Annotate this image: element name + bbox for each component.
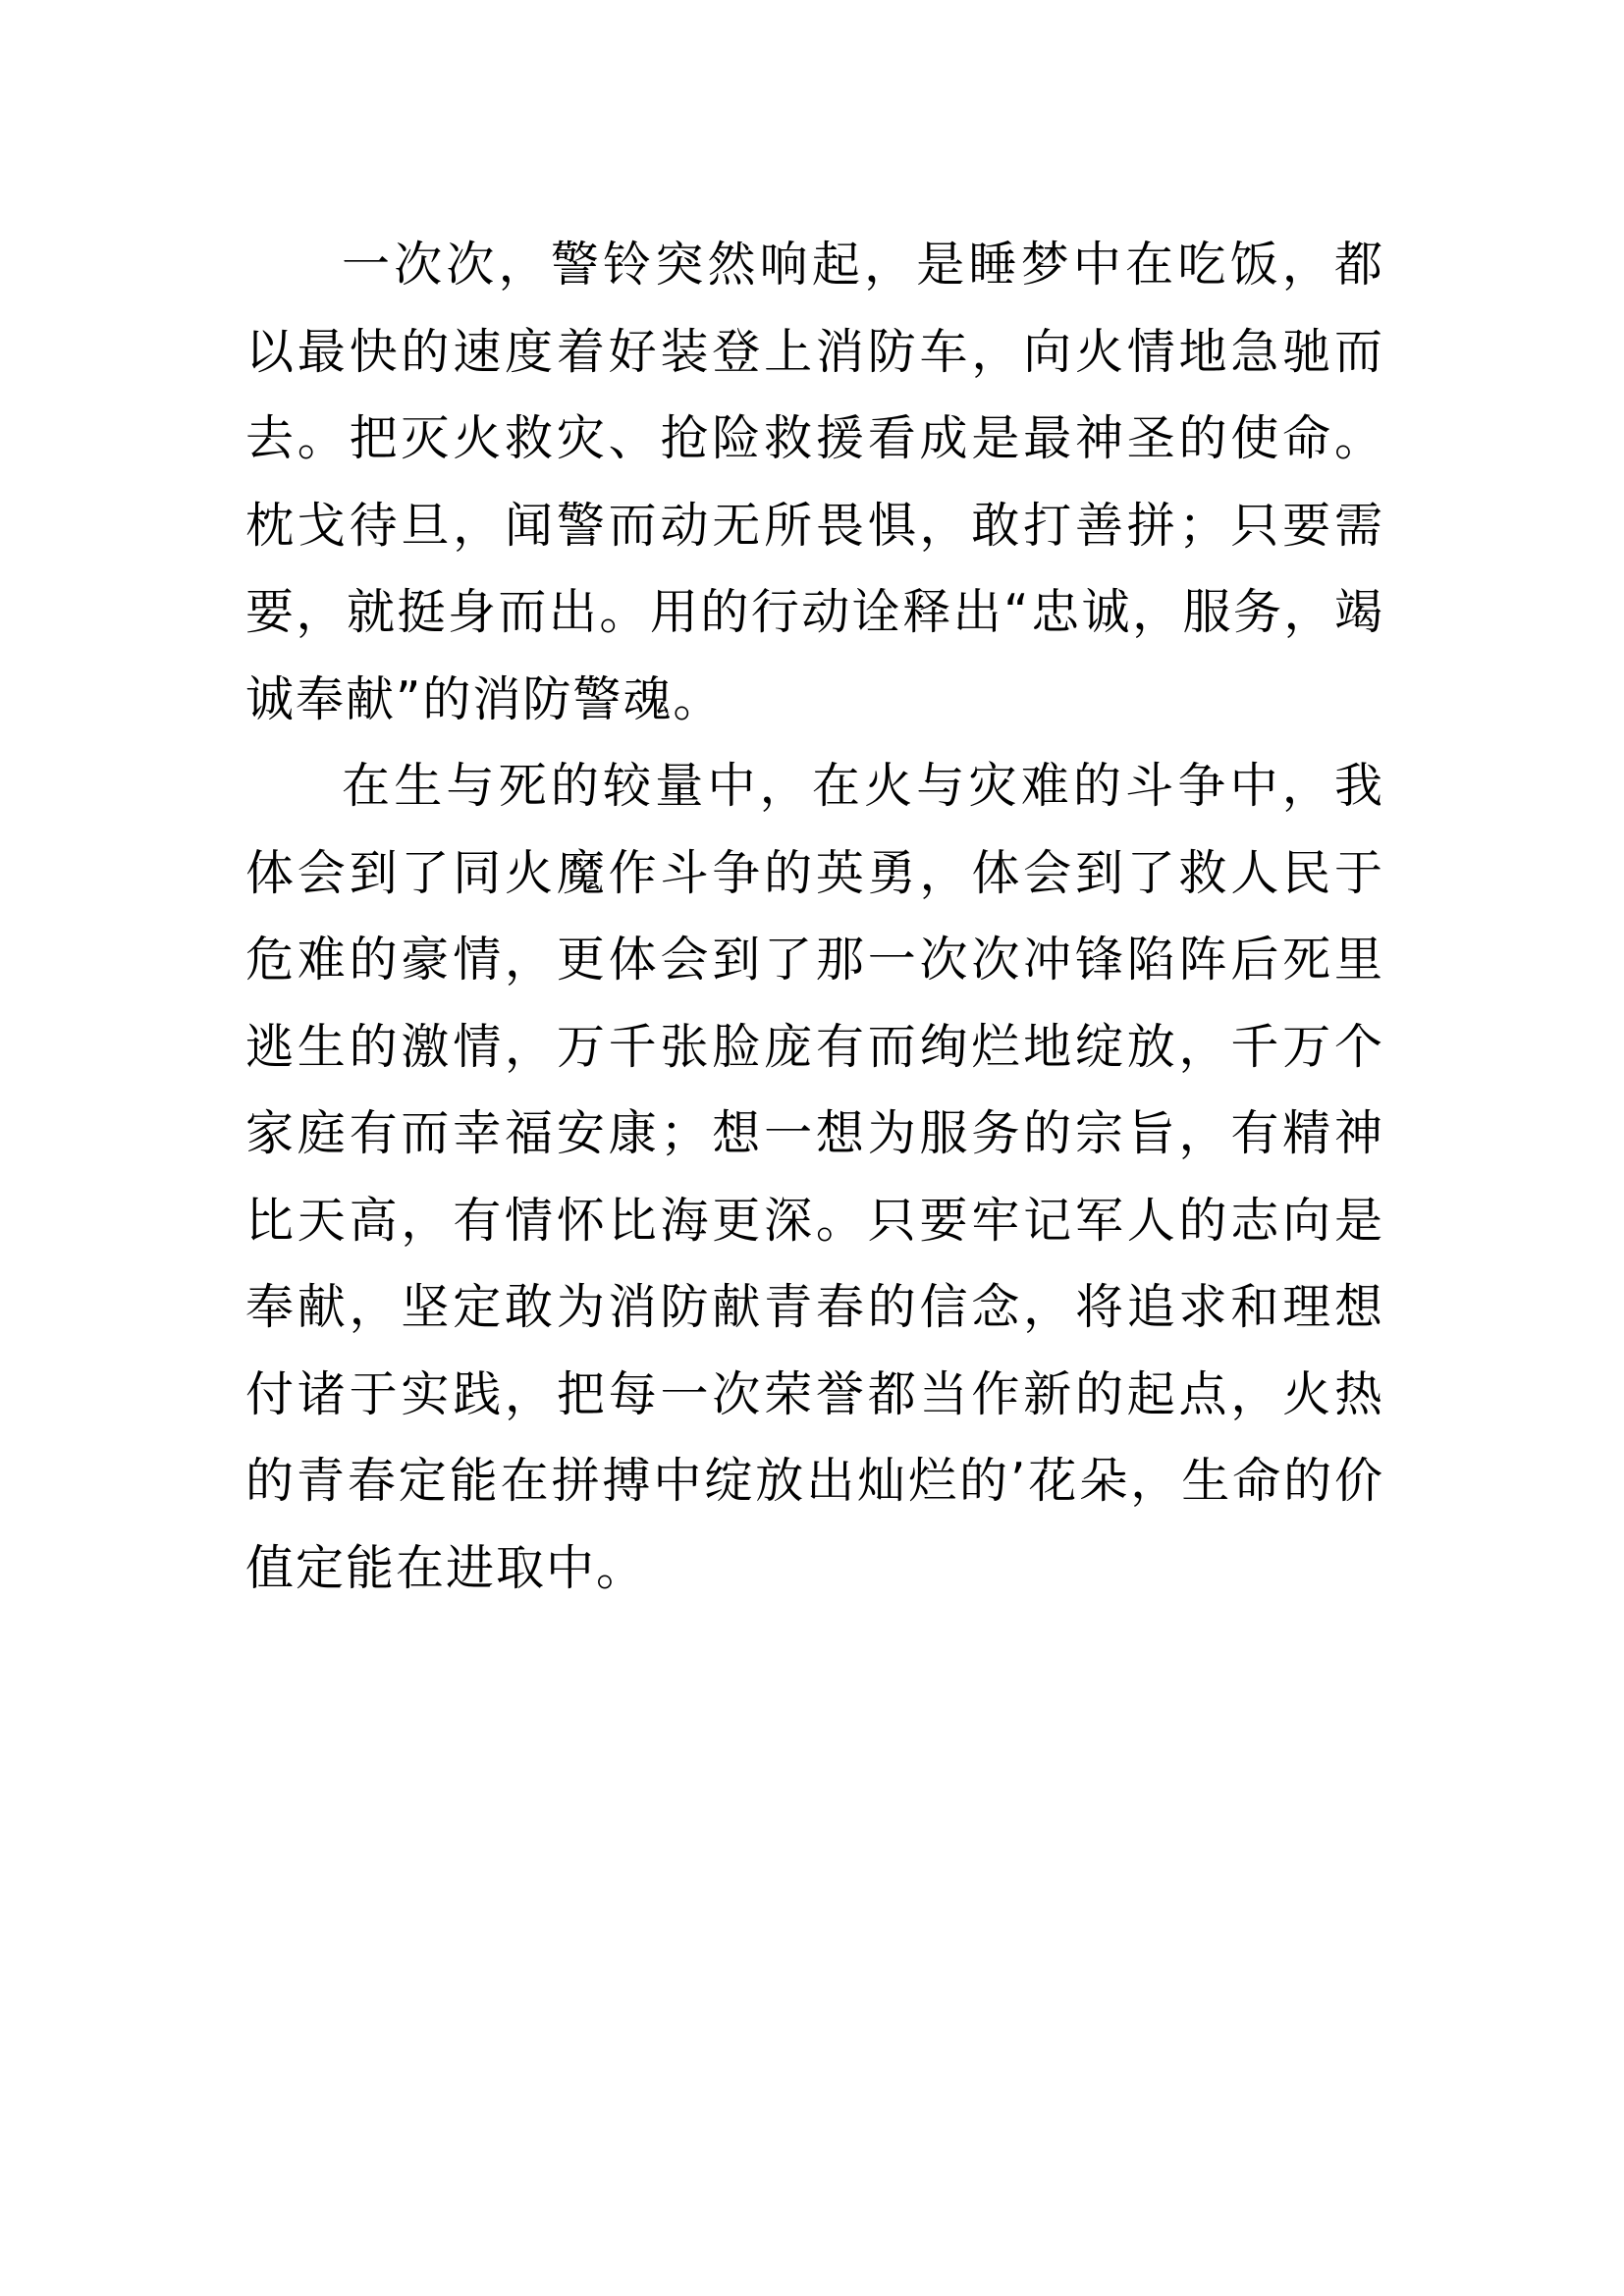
paragraph-1: 一次次，警铃突然响起，是睡梦中在吃饭，都以最快的速度着好装登上消防车，向火情地急驰而去。把灭火救灾、抢险救援看成是最神圣的使命。枕戈待旦，闻警而动无所畏惧，敢打善拼；只要需要，就挺身而出。用的行动诠释出“忠诚，服务，竭诚奉献”的消防警魂。 <box>245 237 1384 727</box>
paragraph-2: 在生与死的较量中，在火与灾难的斗争中，我体会到了同火魔作斗争的英勇，体会到了救人民于危难的豪情，更体会到了那一次次冲锋陷阵后死里逃生的激情，万千张脸庞有而绚烂地绽放，千万个家庭有而幸福安康；想一想为服务的宗旨，有精神比天高，有情怀比海更深。只要牢记军人的志向是奉献，坚定敢为消防献青春的信念，将追求和理想付诸于实践，把每一次荣誉都当作新的起点，火热的青春定能在拼搏中绽放出灿烂的’花朵，生命的价值定能在进取中。 <box>245 758 1384 1596</box>
document-body <box>245 222 1384 1612</box>
